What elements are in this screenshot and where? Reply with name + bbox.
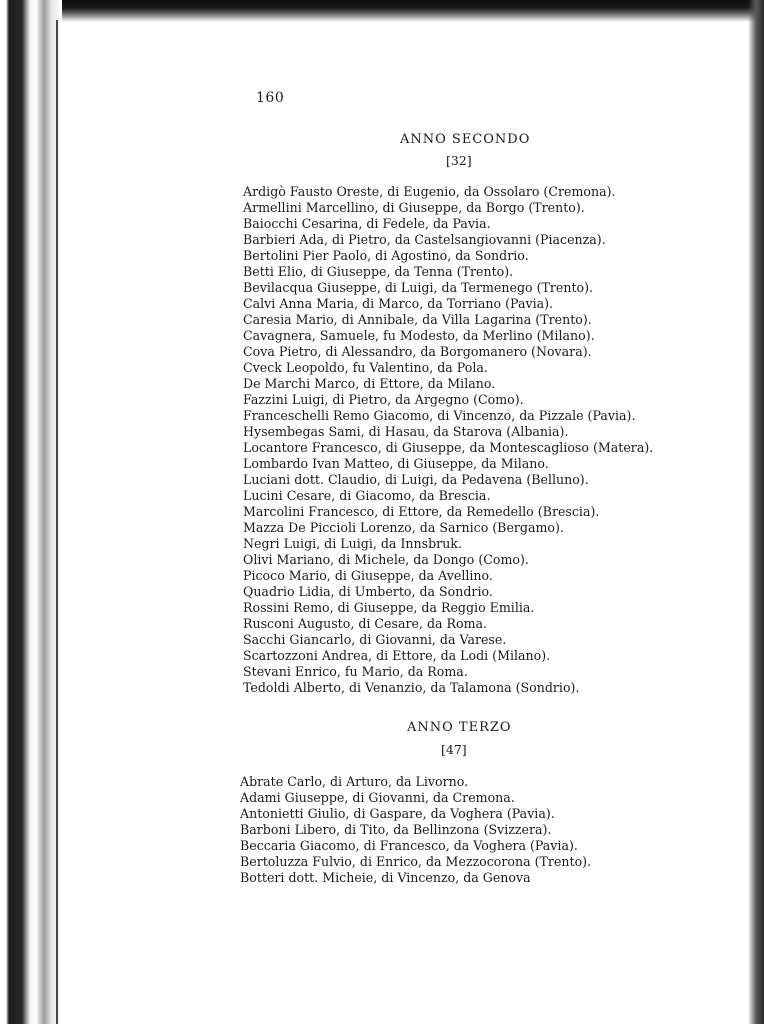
student-entry: Botteri dott. Micheie, di Vincenzo, da Genova <box>240 870 531 885</box>
student-entry: Bertoluzza Fulvio, di Enrico, da Mezzocorona (Trento). <box>240 854 592 869</box>
student-entry: Fazzini Luigi, di Pietro, da Argegno (Como). <box>243 392 524 407</box>
student-entry: Abrate Carlo, di Arturo, da Livorno. <box>240 774 469 789</box>
section-title-anno-terzo: ANNO TERZO <box>407 720 512 735</box>
page-number: 160 <box>256 90 285 106</box>
student-entry: Ardigò Fausto Oreste, di Eugenio, da Ossolaro (Cremona). <box>243 184 616 199</box>
student-entry: Tedoldi Alberto, di Venanzio, da Talamona (Sondrio). <box>243 680 580 695</box>
student-entry: Hysembegas Sami, di Hasau, da Starova (Albania). <box>243 424 569 439</box>
book-binding-edge <box>0 0 62 1024</box>
student-entry: Rossini Remo, di Giuseppe, da Reggio Emilia. <box>243 600 535 615</box>
student-entry: Baiocchi Cesarina, di Fedele, da Pavia. <box>243 216 491 231</box>
scan-right-edge <box>748 0 764 1024</box>
student-entry: Antonietti Giulio, di Gaspare, da Voghera (Pavia). <box>240 806 555 821</box>
student-entry: Franceschelli Remo Giacomo, di Vincenzo, da Pizzale (Pavia). <box>243 408 636 423</box>
student-entry: Bevilacqua Giuseppe, di Luigi, da Termenego (Trento). <box>243 280 594 295</box>
student-entry: Beccaria Giacomo, di Francesco, da Voghera (Pavia). <box>240 838 578 853</box>
student-entry: Rusconi Augusto, di Cesare, da Roma. <box>243 616 488 631</box>
student-entry: Marcolini Francesco, di Ettore, da Remedello (Brescia). <box>243 504 600 519</box>
student-entry: Adami Giuseppe, di Giovanni, da Cremona. <box>240 790 515 805</box>
student-entry: Luciani dott. Claudio, di Luigi, da Pedavena (Belluno). <box>243 472 589 487</box>
student-entry: Olivi Mariano, di Michele, da Dongo (Como). <box>243 552 529 567</box>
student-entry: Calvi Anna Maria, di Marco, da Torriano (Pavia). <box>243 296 554 311</box>
student-entry: Scartozzoni Andrea, di Ettore, da Lodi (Milano). <box>243 648 551 663</box>
student-list-anno-secondo <box>243 184 653 696</box>
student-entry: Bertolini Pier Paolo, di Agostino, da Sondrio. <box>243 248 529 263</box>
student-entry: Cveck Leopoldo, fu Valentino, da Pola. <box>243 360 488 375</box>
student-entry: Barboni Libero, di Tito, da Bellinzona (Svizzera). <box>240 822 552 837</box>
student-entry: Armellini Marcellino, di Giuseppe, da Borgo (Trento). <box>243 200 585 215</box>
scan-top-edge <box>0 0 764 22</box>
student-entry: Quadrio Lidia, di Umberto, da Sondrio. <box>243 584 493 599</box>
student-entry: Negri Luigi, di Luigi, da Innsbruk. <box>243 536 462 551</box>
student-list-anno-terzo <box>240 774 591 886</box>
student-entry: De Marchi Marco, di Ettore, da Milano. <box>243 376 496 391</box>
student-entry: Lombardo Ivan Matteo, di Giuseppe, da Milano. <box>243 456 549 471</box>
section-count-anno-secondo: [32] <box>446 153 472 168</box>
student-entry: Lucini Cesare, di Giacomo, da Brescia. <box>243 488 491 503</box>
student-entry: Caresia Mario, di Annibale, da Villa Lagarina (Trento). <box>243 312 592 327</box>
student-entry: Betti Elio, di Giuseppe, da Tenna (Trento). <box>243 264 514 279</box>
student-entry: Picoco Mario, di Giuseppe, da Avellino. <box>243 568 493 583</box>
student-entry: Locantore Francesco, di Giuseppe, da Montescaglioso (Matera). <box>243 440 654 455</box>
section-title-anno-secondo: ANNO SECONDO <box>400 132 531 147</box>
student-entry: Mazza De Piccioli Lorenzo, da Sarnico (Bergamo). <box>243 520 564 535</box>
student-entry: Cova Pietro, di Alessandro, da Borgomanero (Novara). <box>243 344 592 359</box>
section-count-anno-terzo: [47] <box>441 742 467 757</box>
student-entry: Barbieri Ada, di Pietro, da Castelsangiovanni (Piacenza). <box>243 232 606 247</box>
student-entry: Cavagnera, Samuele, fu Modesto, da Merlino (Milano). <box>243 328 595 343</box>
page-gutter-line <box>56 20 58 1024</box>
student-entry: Stevani Enrico, fu Mario, da Roma. <box>243 664 468 679</box>
student-entry: Sacchi Giancarlo, di Giovanni, da Varese. <box>243 632 507 647</box>
